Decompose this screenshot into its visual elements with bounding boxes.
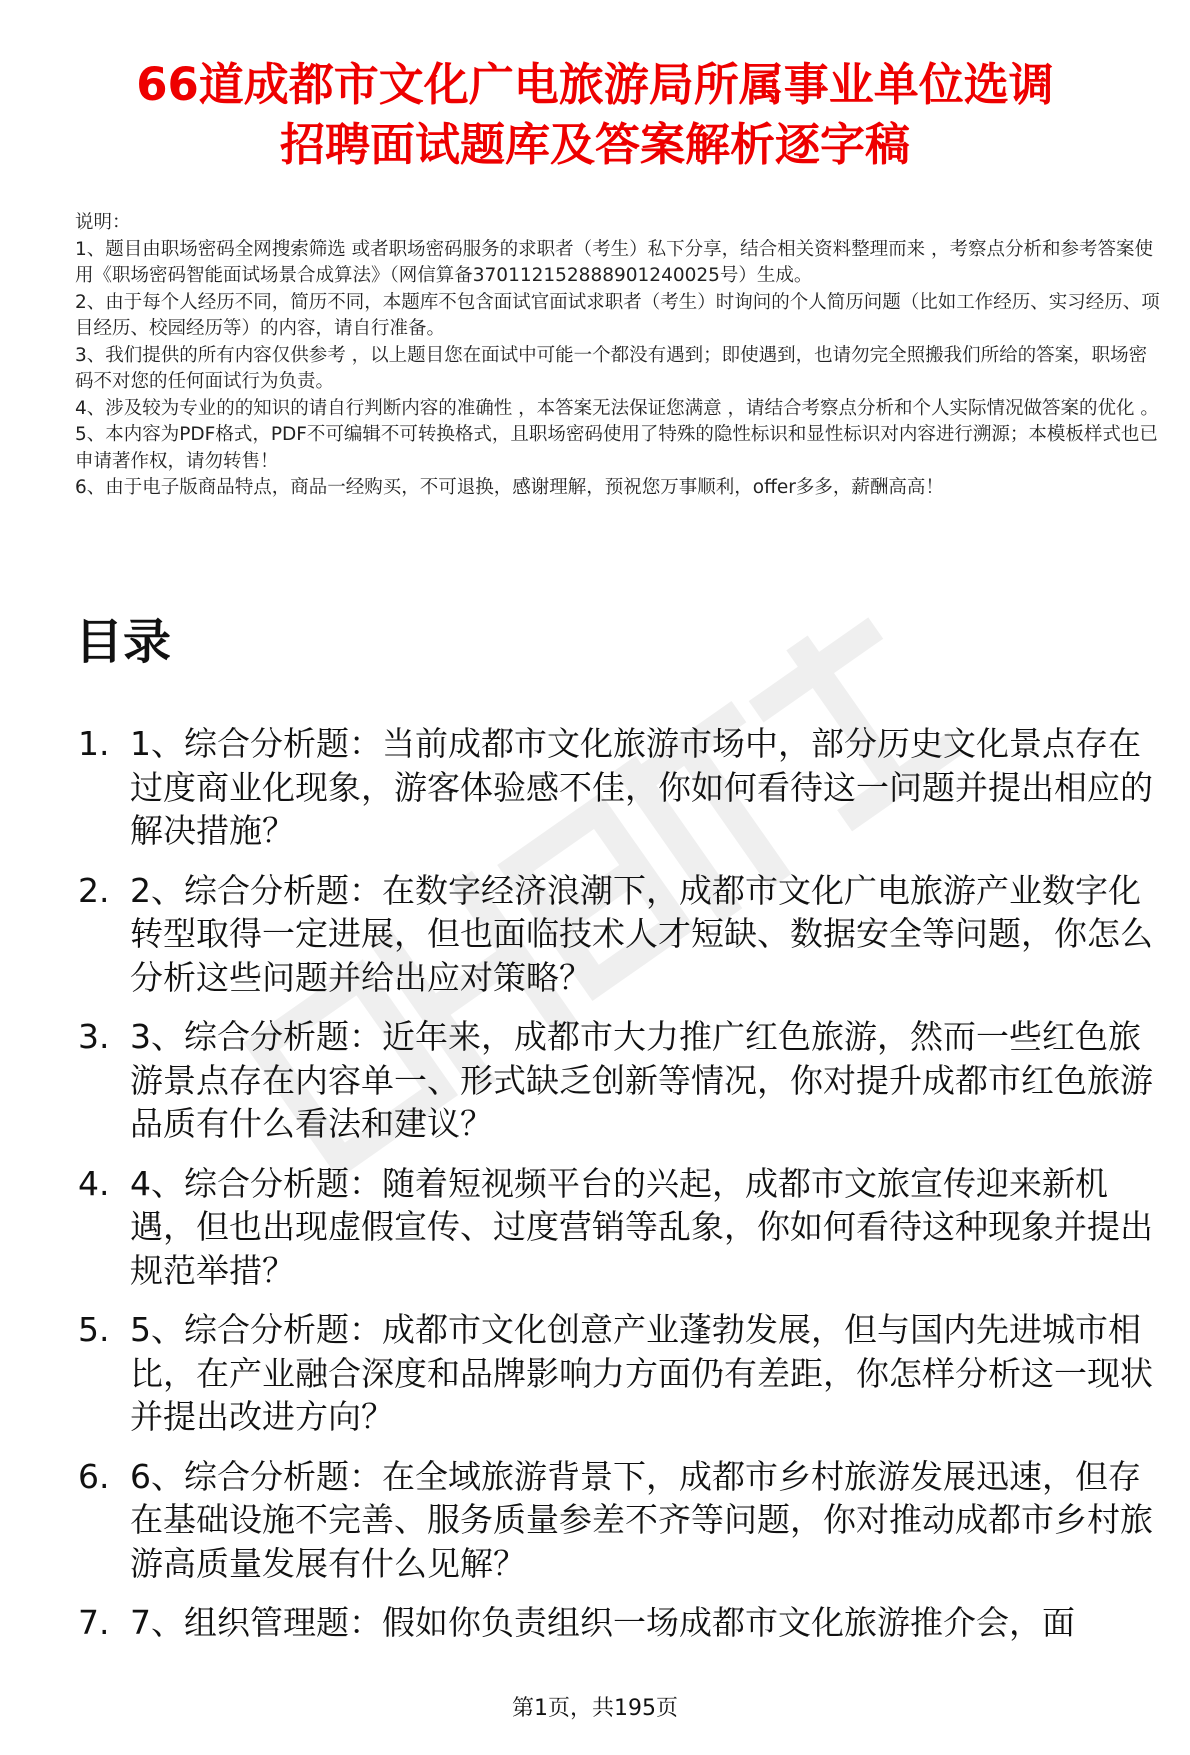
- toc-item-number: 4.: [78, 1163, 110, 1203]
- note-item: 4、涉及较为专业的的知识的请自行判断内容的准确性 ，本答案无法保证您满意 ，请结合考察点分析和个人实际情况做答案的优化 。: [75, 397, 1159, 419]
- document-title: [40, 55, 1150, 175]
- note-item: 5、本内容为PDF格式，PDF不可编辑不可转换格式，且职场密码使用了特殊的隐性标识和显性标识对内容进行溯源；本模板样式也已申请著作权，请勿转售！: [75, 424, 1158, 472]
- title-line-2: 招聘面试题库及答案解析逐字稿: [279, 118, 910, 171]
- toc-item-number: 6.: [78, 1456, 110, 1496]
- toc-item[interactable]: [78, 722, 1168, 853]
- toc-item[interactable]: [78, 1601, 1168, 1645]
- toc-item-text[interactable]: 1、综合分析题：当前成都市文化旅游市场中，部分历史文化景点存在过度商业化现象，游客体验感不佳，你如何看待这一问题并提出相应的解决措施？: [130, 724, 1153, 850]
- toc-item-text[interactable]: 3、综合分析题：近年来，成都市大力推广红色旅游，然而一些红色旅游景点存在内容单一、形式缺乏创新等情况，你对提升成都市红色旅游品质有什么看法和建议？: [130, 1017, 1153, 1143]
- toc-item-text[interactable]: 4、综合分析题：随着短视频平台的兴起，成都市文旅宣传迎来新机遇，但也出现虚假宣传、过度营销等乱象，你如何看待这种现象并提出规范举措？: [130, 1163, 1153, 1290]
- toc-item[interactable]: [78, 1162, 1168, 1293]
- note-item: 1、题目由职场密码全网搜索筛选 或者职场密码服务的求职者（考生）私下分享，结合相关资料整理而来 ，考察点分析和参考答案使用《职场密码智能面试场景合成算法》（网信算备370112152888901240025号）生成。: [75, 238, 1154, 286]
- toc-item-text[interactable]: 5、综合分析题：成都市文化创意产业蓬勃发展，但与国内先进城市相比，在产业融合深度和品牌影响力方面仍有差距，你怎样分析这一现状并提出改进方向？: [130, 1310, 1153, 1436]
- toc-item-number: 7.: [78, 1603, 110, 1642]
- page-number: 第1页，共195页: [512, 1696, 678, 1721]
- note-item: 3、我们提供的所有内容仅供参考 ，以上题目您在面试中可能一个都没有遇到；即使遇到，也请勿完全照搬我们所给的答案，职场密码不对您的任何面试行为负责。: [75, 344, 1148, 392]
- toc-item-text[interactable]: 2、综合分析题：在数字经济浪潮下，成都市文化广电旅游产业数字化转型取得一定进展，但也面临技术人才短缺、数据安全等问题，你怎么分析这些问题并给出应对策略？: [130, 870, 1153, 997]
- title-line-1: 66道成都市文化广电旅游局所属事业单位选调: [136, 58, 1054, 111]
- toc-item-number: 2.: [78, 870, 110, 910]
- toc-list: [78, 722, 1168, 1661]
- toc-item[interactable]: [78, 1015, 1168, 1146]
- toc-item-text[interactable]: 6、综合分析题：在全域旅游背景下，成都市乡村旅游发展迅速，但存在基础设施不完善、服务质量参差不齐等问题，你对推动成都市乡村旅游高质量发展有什么见解？: [130, 1456, 1153, 1583]
- toc-item-number: 5.: [78, 1310, 110, 1349]
- toc-item[interactable]: [78, 869, 1168, 1000]
- notes-section: [75, 210, 1165, 502]
- toc-item-text[interactable]: 7、组织管理题：假如你负责组织一场成都市文化旅游推介会，面: [130, 1603, 1075, 1642]
- note-item: 2、由于每个人经历不同，简历不同，本题库不包含面试官面试求职者（考生）时询问的个人简历问题（比如工作经历、实习经历、项目经历、校园经历等）的内容，请自行准备。: [75, 291, 1160, 339]
- note-item: 6、由于电子版商品特点，商品一经购买，不可退换，感谢理解，预祝您万事顺利，offer多多，薪酬高高！: [75, 477, 944, 498]
- toc-item[interactable]: [78, 1308, 1168, 1439]
- toc-item-number: 1.: [78, 724, 110, 763]
- toc-item-number: 3.: [78, 1017, 110, 1056]
- toc-item[interactable]: [78, 1455, 1168, 1586]
- notes-heading: 说明：: [75, 212, 131, 233]
- toc-heading: 目录: [75, 614, 172, 670]
